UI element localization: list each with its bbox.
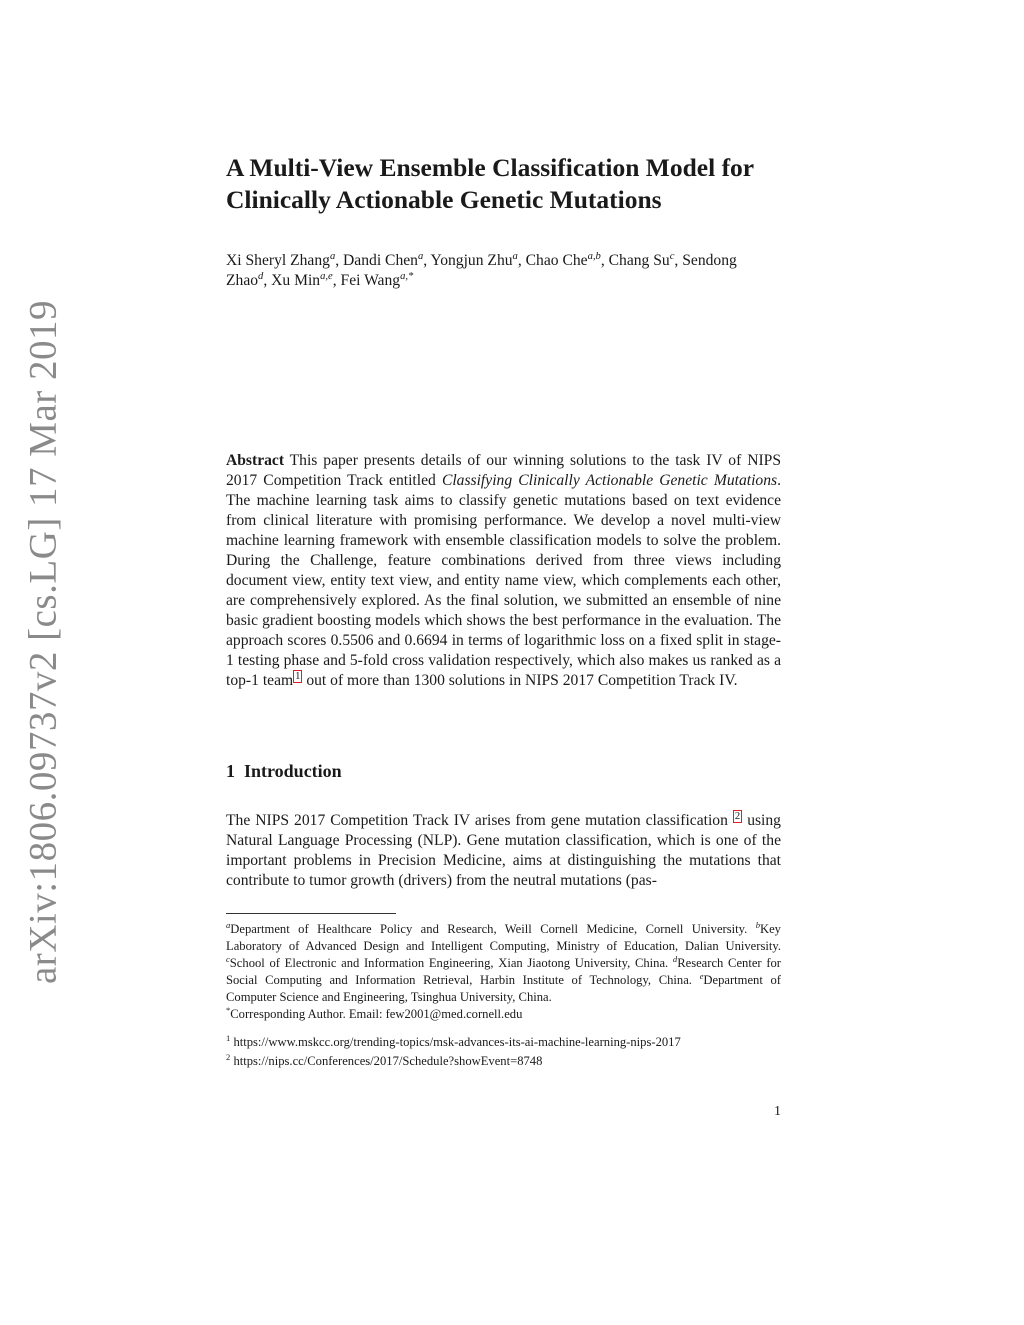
author-affiliation-mark: a,* [400, 270, 414, 282]
footnote-mark: 1 [226, 1032, 231, 1043]
author-name: Chao Che [525, 252, 588, 269]
footnote-divider [226, 913, 396, 914]
corresponding-author-text: Corresponding Author. Email: few2001@med.cornell.edu [230, 1007, 523, 1021]
intro-text-part2: using Natural Language Processing (NLP). Gene mutation classification, which is one of the important problems in Precision Medicine, aims at distinguishing the mutations that contribute to tumor growth (drivers) from the neutral mutations (pas- [226, 812, 781, 889]
author-name: Fei Wang [340, 272, 401, 289]
section-title: Introduction [244, 761, 342, 781]
affiliation-mark: * [226, 1004, 231, 1015]
abstract [226, 451, 781, 691]
intro-text-part1: The NIPS 2017 Competition Track IV arises from gene mutation classification [226, 812, 733, 829]
url-footnotes [226, 1033, 781, 1071]
affiliation-mark: a [226, 919, 231, 930]
page-number: 1 [774, 1104, 781, 1119]
affiliation-text: Research Center for Social Computing and Information Retrieval, Harbin Institute of Technology, China. [226, 956, 782, 987]
author-name: Xi Sheryl Zhang [226, 252, 330, 269]
footnote-link-1[interactable]: 1 [295, 670, 301, 682]
affiliation-text: School of Electronic and Information Engineering, Xian Jiaotong University, China. [229, 956, 669, 970]
footnote-link-2[interactable]: 2 [734, 810, 741, 822]
footnote-url[interactable]: https://www.mskcc.org/trending-topics/msk-advances-its-ai-machine-learning-nips-2017 [233, 1035, 681, 1049]
affiliation-mark: e [699, 970, 704, 981]
affiliations-footnote [226, 921, 781, 1023]
author-affiliation-mark: a [417, 250, 424, 262]
author-name: Chang Su [608, 252, 670, 269]
title-line-2: Clinically Actionable Genetic Mutations [226, 185, 662, 214]
abstract-label: Abstract [226, 452, 285, 469]
footnote-url[interactable]: https://nips.cc/Conferences/2017/Schedule?showEvent=8748 [233, 1054, 543, 1068]
affiliation-mark: b [755, 919, 760, 930]
author-name: Dandi Chen [343, 252, 418, 269]
author-affiliation-mark: a [329, 250, 336, 262]
author-name: Xu Min [271, 272, 321, 289]
abstract-text-part1: This paper presents details of our winning solutions to the task IV of NIPS 2017 Competition Track entitled [226, 452, 781, 489]
footnote-item [226, 1052, 781, 1071]
introduction-paragraph [226, 811, 781, 891]
section-heading [226, 761, 781, 782]
author-affiliation-mark: a,b [587, 250, 601, 262]
affiliation-mark: d [672, 953, 678, 964]
paper-title [226, 152, 781, 216]
author-list: Xi Sheryl Zhang$^a$, Dandi Chen$^a$, Yongjun Zhu$^a$, Chao Che$^{a,b}$, Chang Su$^c$, Sendong Zhao$^d$, Xu Min$^{a,e}$, Fei Wang$^{a,*}$ [226, 250, 737, 289]
author-affiliation-mark: a,e [320, 270, 333, 282]
author-affiliation-mark: c [669, 250, 675, 262]
title-line-1: A Multi-View Ensemble Classification Model for [226, 153, 755, 182]
affiliation-mark: c [226, 953, 230, 964]
author-affiliation-mark: d [258, 270, 264, 282]
affiliation-text: Key Laboratory of Advanced Design and Intelligent Computing, Ministry of Education, Dalian University. [226, 922, 781, 953]
author-affiliation-mark: a [512, 250, 518, 262]
author-name: Sendong Zhao [226, 252, 737, 289]
abstract-text-part2: . The machine learning task aims to classify genetic mutations based on text evidence from clinical literature with promising performance. We develop a novel multi-view machine learning framework with ensemble classification models to solve the problem. During the Challenge, feature combinations derived from three views including document view, entity text view, and entity name view, which complements each other, are comprehensively explored. As the final solution, we submitted an ensemble of nine basic gradient boosting models which shows the best performance in the evaluation. The approach scores 0.5506 and 0.6694 in terms of logarithmic loss on a fixed split in stage-1 testing phase and 5-fold cross validation respectively, which also makes us ranked as a top-1 team [226, 472, 781, 689]
footnote-item [226, 1033, 781, 1052]
arxiv-identifier-stamp: arXiv:1806.09737v2 [cs.LG] 17 Mar 2019 [21, 299, 65, 985]
competition-track-name: Classifying Clinically Actionable Genetic Mutations [441, 472, 778, 489]
footnote-mark: 2 [226, 1051, 231, 1062]
author-name: Yongjun Zhu [430, 252, 513, 269]
abstract-text-part3: out of more than 1300 solutions in NIPS 2017 Competition Track IV. [302, 672, 738, 689]
section-number: 1 [226, 761, 235, 781]
affiliation-text: Department of Healthcare Policy and Research, Weill Cornell Medicine, Cornell University. [230, 922, 748, 936]
affiliation-text: Department of Computer Science and Engineering, Tsinghua University, China. [226, 973, 781, 1004]
